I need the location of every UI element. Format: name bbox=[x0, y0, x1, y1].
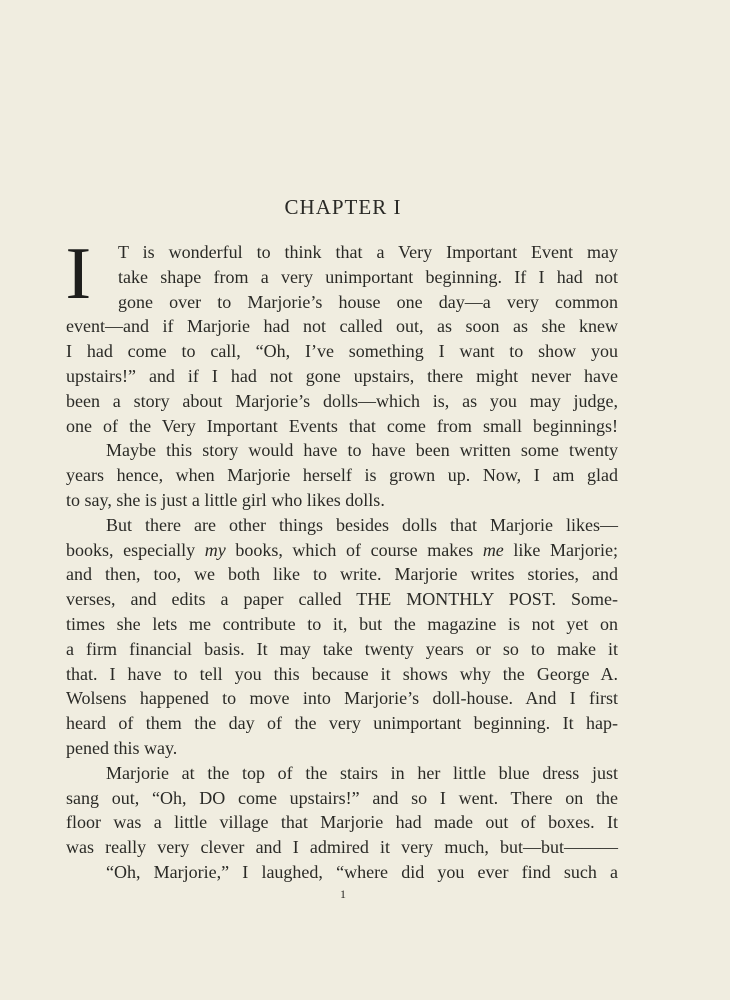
text-line: years hence, when Marjorie herself is grown up. Now, I am glad bbox=[66, 465, 618, 486]
text-line: event—and if Marjorie had not called out, as soon as she knew bbox=[66, 316, 618, 337]
text-segment: books, especially bbox=[66, 539, 196, 560]
text-segment: books, which of course makes bbox=[235, 539, 474, 560]
text-line: floor was a little village that Marjorie had made out of boxes. It bbox=[66, 812, 618, 833]
text-line: was really very clever and I admired it very much, but—but——— bbox=[66, 837, 618, 858]
text-line: I had come to call, “Oh, I’ve something I want to show you bbox=[66, 341, 618, 362]
text-line: and then, too, we both like to write. Marjorie writes stories, and bbox=[66, 564, 618, 585]
italic-word: my bbox=[204, 539, 226, 560]
text-line: Wolsens happened to move into Marjorie’s doll-house. And I first bbox=[66, 688, 618, 709]
text-line-with-italics bbox=[66, 538, 618, 563]
text-line: gone over to Marjorie’s house one day—a very common bbox=[118, 291, 618, 312]
italic-word: me bbox=[482, 539, 504, 560]
text-line: pened this way. bbox=[66, 737, 178, 758]
drop-cap: I bbox=[65, 233, 92, 315]
text-line: Maybe this story would have to have been written some twenty bbox=[106, 440, 618, 461]
text-line: “Oh, Marjorie,” I laughed, “where did you ever find such a bbox=[106, 861, 618, 882]
text-line: times she lets me contribute to it, but the magazine is not yet on bbox=[66, 613, 618, 634]
text-line: Marjorie at the top of the stairs in her little blue dress just bbox=[106, 762, 618, 783]
body-text bbox=[65, 233, 618, 885]
text-segment: like Marjorie; bbox=[513, 539, 618, 560]
text-line: a firm financial basis. It may take twenty years or so to make it bbox=[66, 638, 618, 659]
text-line: been a story about Marjorie’s dolls—which is, as you may judge, bbox=[66, 390, 618, 411]
text-line: verses, and edits a paper called THE MONTHLY POST. Some- bbox=[66, 589, 618, 610]
text-line: But there are other things besides dolls that Marjorie likes— bbox=[106, 514, 618, 535]
chapter-heading: CHAPTER I bbox=[284, 195, 402, 219]
text-line: T is wonderful to think that a Very Important Event may bbox=[118, 242, 618, 262]
text-line: one of the Very Important Events that come from small beginnings! bbox=[66, 415, 618, 436]
text-line: to say, she is just a little girl who likes dolls. bbox=[66, 489, 385, 510]
text-line: take shape from a very unimportant beginning. If I had not bbox=[118, 266, 618, 287]
page-number: 1 bbox=[340, 887, 346, 901]
text-line: sang out, “Oh, DO come upstairs!” and so I went. There on the bbox=[66, 787, 618, 808]
text-line: upstairs!” and if I had not gone upstairs, there might never have bbox=[66, 365, 618, 386]
text-line: that. I have to tell you this because it shows why the George A. bbox=[66, 663, 618, 684]
text-line: heard of them the day of the very unimportant beginning. It hap- bbox=[66, 713, 618, 734]
